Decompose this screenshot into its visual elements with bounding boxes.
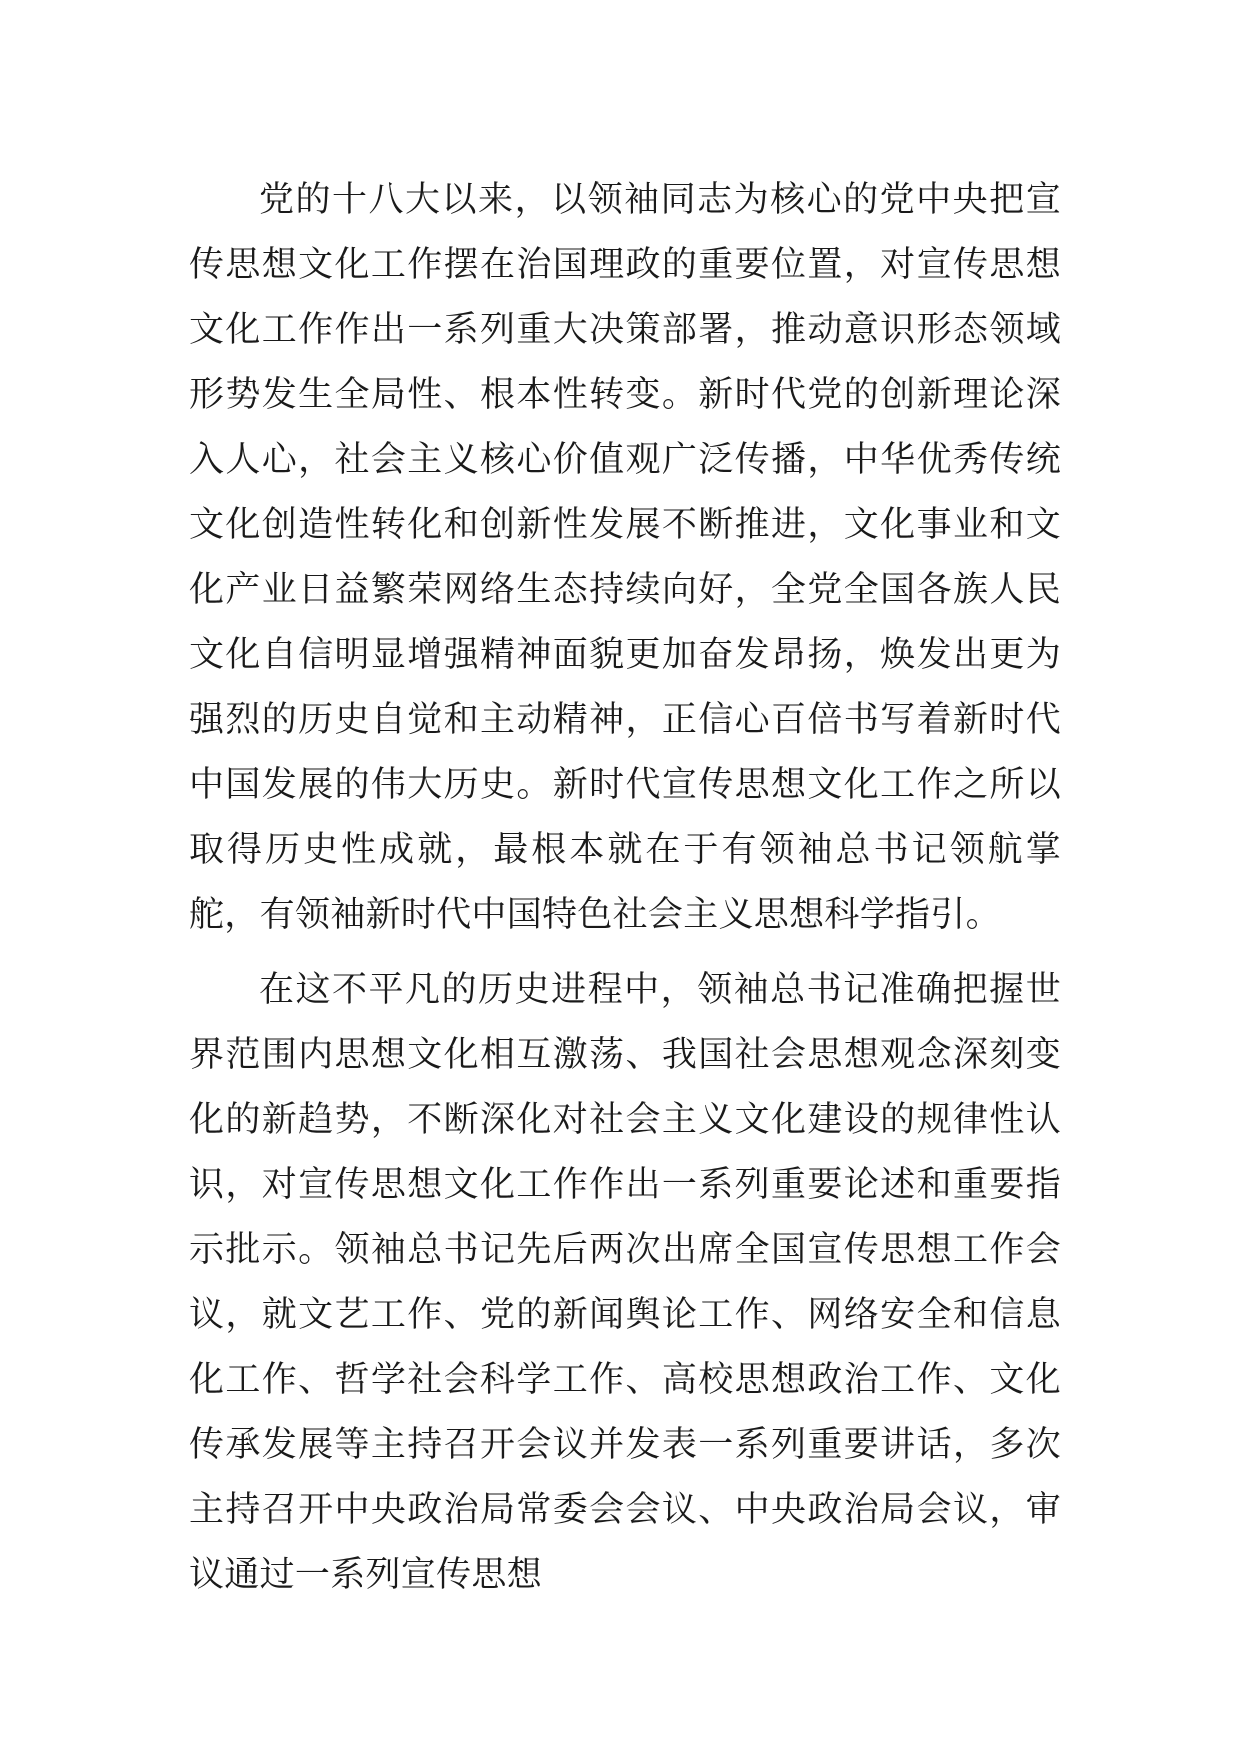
paragraph-2: 在这不平凡的历史进程中，领袖总书记准确把握世界范围内思想文化相互激荡、我国社会思想观念深刻变化的新趋势，不断深化对社会主义文化建设的规律性认识，对宣传思想文化工作作出一系列重要论述和重要指示批示。领袖总书记先后两次出席全国宣传思想工作会议，就文艺工作、党的新闻舆论工作、网络安全和信息化工作、哲学社会科学工作、高校思想政治工作、文化传承发展等主持召开会议并发表一系列重要讲话，多次主持召开中央政治局常委会会议、中央政治局会议，审议通过一系列宣传思想	[189, 970, 1061, 1595]
document-body	[189, 168, 1061, 1608]
paragraph-1: 党的十八大以来，以领袖同志为核心的党中央把宣传思想文化工作摆在治国理政的重要位置，对宣传思想文化工作作出一系列重大决策部署，推动意识形态领域形势发生全局性、根本性转变。新时代党的创新理论深入人心，社会主义核心价值观广泛传播，中华优秀传统文化创造性转化和创新性发展不断推进，文化事业和文化产业日益繁荣网络生态持续向好，全党全国各族人民文化自信明显增强精神面貌更加奋发昂扬，焕发出更为强烈的历史自觉和主动精神，正信心百倍书写着新时代中国发展的伟大历史。新时代宣传思想文化工作之所以取得历史性成就，最根本就在于有领袖总书记领航掌舵，有领袖新时代中国特色社会主义思想科学指引。	[189, 180, 1061, 935]
